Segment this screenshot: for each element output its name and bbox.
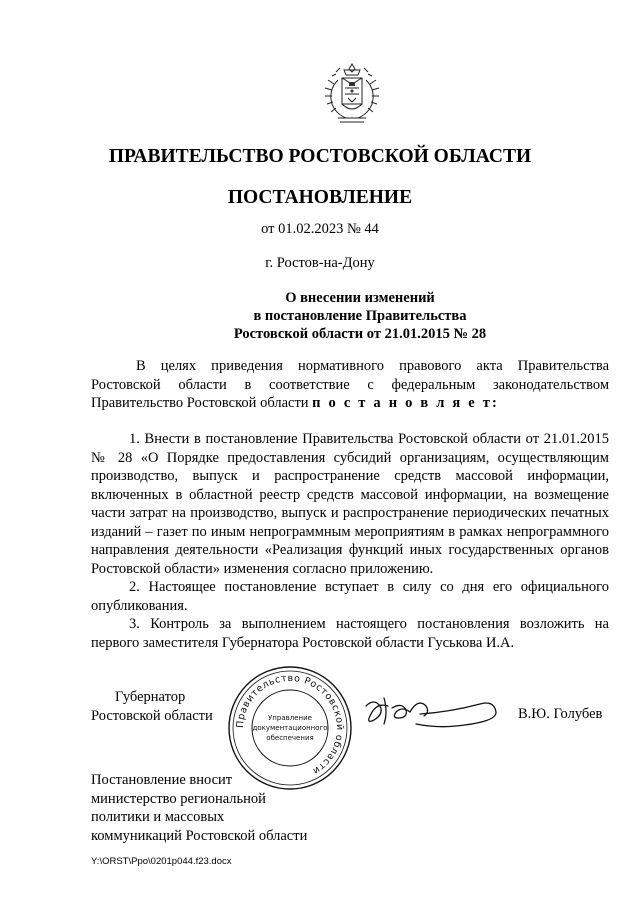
city: г. Ростов-на-Дону: [265, 255, 375, 271]
document-type: ПОСТАНОВЛЕНИЕ: [227, 187, 413, 208]
introducer-note: [91, 771, 307, 845]
introducer-line: политики и массовых: [91, 809, 225, 825]
preamble-text: В целях приведения нормативного правового акта Правительства Ростовской области в соответствие с федеральным законодательством Правительство Ростовской области: [91, 358, 609, 411]
title-line: в постановление Правительства: [253, 308, 467, 324]
organization-name: ПРАВИТЕЛЬСТВО РОСТОВСКОЙ ОБЛАСТИ: [108, 146, 532, 167]
preamble: [91, 357, 609, 413]
handwritten-signature: [360, 688, 500, 734]
seal-center-line: Управление: [268, 714, 312, 722]
file-path: Y:\ORST\Ppo\0201p044.f23.docx: [91, 856, 232, 867]
introducer-line: Постановление вносит: [91, 772, 233, 788]
resolution-item: 3. Контроль за выполнением настоящего постановления возложить на первого заместителя Губернатора Ростовской области Гуськова И.А.: [91, 616, 609, 651]
seal-ring-text: Правительство Ростовской области: [234, 672, 346, 777]
resolution-items: [91, 430, 609, 652]
introducer-line: министерство региональной: [91, 790, 266, 807]
introducer-line: коммуникаций Ростовской области: [91, 827, 308, 844]
seal-center-line: обеспечения: [266, 734, 314, 742]
resolves-word: п о с т а н о в л я е т:: [312, 395, 500, 411]
coat-of-arms-icon: [316, 58, 388, 130]
signer-position-line: Губернатор: [115, 689, 186, 705]
date-and-number: от 01.02.2023 № 44: [261, 221, 379, 237]
document-title: [100, 289, 620, 343]
signer-position-line: Ростовской области: [91, 708, 213, 724]
seal-center-line: документационного: [252, 724, 328, 732]
title-line: Ростовской области от 21.01.2015 № 28: [233, 326, 487, 342]
signer-name: В.Ю. Голубев: [518, 706, 603, 722]
resolution-item: 2. Настоящее постановление вступает в силу со дня его официального опубликования.: [91, 579, 609, 614]
title-line: О внесении изменений: [285, 290, 435, 306]
resolution-item: 1. Внести в постановление Правительства Ростовской области от 21.01.2015 № 28 «О Порядке предоставления субсидий организациям, осуществляющим производство, выпуск и распространение средств массовой информации, включенных в областной реестр средств массовой информации, на возмещение части затрат на производство, выпуск и распространение периодических печатных изданий – газет по иным непрограммным мероприятиям в рамках непрограммного направления деятельности «Реализация функций иных государственных органов Ростовской области» изменения согласно приложению.: [91, 431, 609, 577]
signer-position: [91, 688, 213, 726]
